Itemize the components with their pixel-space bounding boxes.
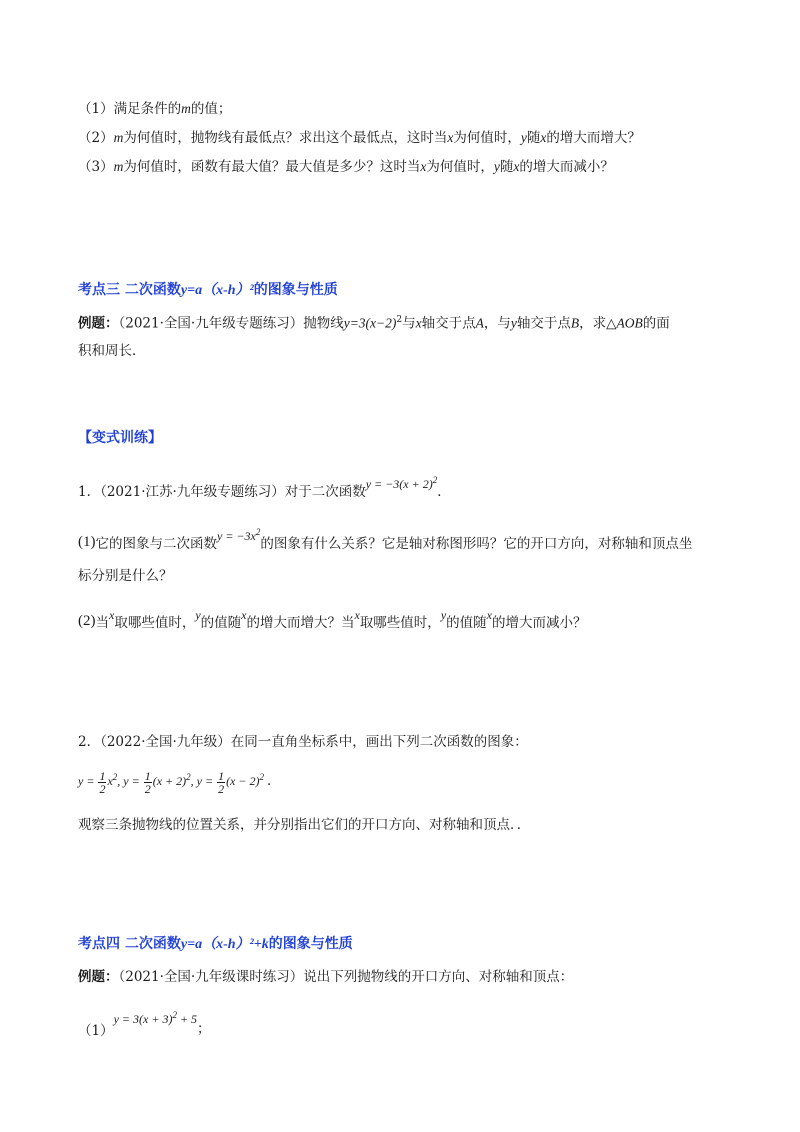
fraction-denominator: 2 [99,781,106,796]
fraction-half [98,770,106,795]
variable-y: y [440,608,447,622]
heading-formula: y=a（x-h）² [180,283,254,298]
section-3-example [78,310,670,334]
item-text: 1．（2021·江苏·九年级专题练习）对于二次函数 [78,484,366,500]
formula-y1 [78,768,267,796]
formula-body: y = [78,774,95,788]
exponent: 2 [186,772,191,782]
formula-body: (x + 2) [152,774,187,788]
point-b: B [570,315,580,331]
part-number: (1) [78,534,96,550]
item-text: 2．（2022·全国·九年级）在同一直角坐标系中，画出下列二次函数的图象： [78,734,528,750]
question-3 [78,157,614,177]
fraction-half [217,770,225,795]
variable-x: x [415,315,422,331]
item-text: 的增大而减小？ [491,615,587,631]
example-text: （2021·全国·九年级课时练习）说出下列抛物线的开口方向、对称轴和顶点： [118,969,574,985]
variant-item-1 [78,470,451,502]
heading-text: 的图象与性质 [253,282,338,298]
section-4-example [78,967,573,987]
section-3-heading [78,280,338,301]
variable-x: x [513,159,520,174]
point-a: A [475,315,484,331]
formula-separator: , y = [190,774,214,788]
exponent: 2 [432,475,438,485]
variant-heading [78,428,162,448]
item-text: 的值随 [200,615,242,631]
variable-x: x [354,608,360,622]
variable-x: x [486,608,492,622]
example-text: 积和周长． [78,343,146,359]
exponent: 2 [112,772,118,782]
question-text: 为何值时，函数有最大值？最大值是多少？这时当 [123,159,421,175]
question-1 [78,99,231,119]
formula [366,477,437,491]
formula-body: y = −3x [217,529,256,543]
question-text: 随 [499,159,514,175]
part-number: (2) [78,613,96,629]
item-text: 的值随 [446,615,487,631]
fraction-half [144,770,152,795]
variant-item-2 [78,732,528,752]
variable-x: x [420,159,427,174]
question-text: 的增大而增大？ [546,130,641,146]
question-text: 随 [526,130,541,146]
example-text: ，与 [483,315,511,332]
formula-body: y = 3(x + 3) [113,1012,173,1026]
question-number: （3） [78,159,114,175]
formula-body: (x − 2) [226,774,260,788]
fraction-denominator: 2 [144,781,151,796]
heading-text: 【变式训练】 [78,430,162,446]
fraction-numerator: 1 [218,768,225,783]
exponent: 2 [259,772,264,782]
question-text: 为何值时，抛物线有最低点？求出这个最低点，这时当 [123,130,448,146]
example-label: 例题： [78,315,119,332]
variable-y: y [520,130,527,145]
variable-m: m [113,159,124,174]
variant-item-2-observe [78,815,530,835]
variable-x: x [540,130,547,145]
formula-body: x [107,774,113,788]
question-number: （1） [78,101,114,117]
item-text: 的增大而增大？当 [246,615,355,631]
triangle-aob: AOB [616,315,643,331]
variable-y: y [195,608,201,622]
item-text: ； [197,1021,211,1037]
heading-text: 的图象与性质 [268,936,353,952]
question-number: （2） [78,130,114,146]
example-text: 与 [402,315,416,332]
variable-x: x [109,608,115,622]
variable-x: x [241,608,247,622]
question-2 [78,128,641,148]
item-text: 当 [95,615,109,631]
item-text: 取哪些值时， [114,615,196,631]
variable-y: y [510,315,517,331]
variant-part-1 [78,522,692,554]
heading-formula: y=a（x-h）²+k [180,937,269,952]
variable-m: m [113,130,124,145]
example-text: ，求△ [579,315,617,332]
fraction-numerator: 1 [99,768,106,783]
variable-x: x [447,130,454,145]
item-text: 取哪些值时， [359,615,441,631]
formula [217,529,260,543]
question-text: 为何值时， [453,130,521,146]
example-label: 例题： [78,969,119,985]
variable-y: y [493,159,500,174]
exponent: 2 [255,527,261,537]
formula: y=3(x−2) [343,315,397,331]
part-number: （1） [78,1023,114,1039]
heading-text: 考点四 二次函数 [78,936,181,952]
item-text: ． [266,773,281,789]
section-3-example-cont [78,341,146,361]
question-text: 的值； [190,101,232,117]
question-text: 的增大而减小？ [519,159,614,175]
section-4-part-1 [78,1000,211,1046]
variant-item-2-formulas [78,762,280,796]
variable-m: m [181,101,191,116]
item-text: 观察三条抛物线的位置关系，并分别指出它们的开口方向、对称轴和顶点．． [78,817,531,833]
formula [114,1012,197,1026]
exponent: 2 [396,315,403,325]
section-4-heading [78,934,353,955]
formula-body: y = −3(x + 2) [365,477,433,491]
variant-part-2 [78,605,586,633]
formula-body: + 5 [176,1012,198,1026]
exponent: 2 [172,1010,177,1020]
item-text: 的图象有什么关系？它是轴对称图形吗？它的开口方向，对称轴和顶点坐 [260,536,693,552]
example-text: 轴交于点 [516,315,571,332]
fraction-numerator: 1 [144,768,151,783]
heading-text: 考点三 二次函数 [78,282,181,298]
question-text: 满足条件的 [113,101,182,117]
example-text: 轴交于点 [421,315,476,332]
item-text: 它的图象与二次函数 [95,536,217,552]
item-text: ． [437,484,451,500]
formula-separator: , y = [117,774,140,788]
item-text: 标分别是什么？ [78,568,173,584]
example-text: （2021·全国·九年级专题练习）抛物线 [118,315,344,332]
question-text: 为何值时， [426,159,494,175]
example-text: 的面 [642,315,670,332]
variant-part-1-cont [78,566,173,586]
fraction-denominator: 2 [218,781,225,796]
